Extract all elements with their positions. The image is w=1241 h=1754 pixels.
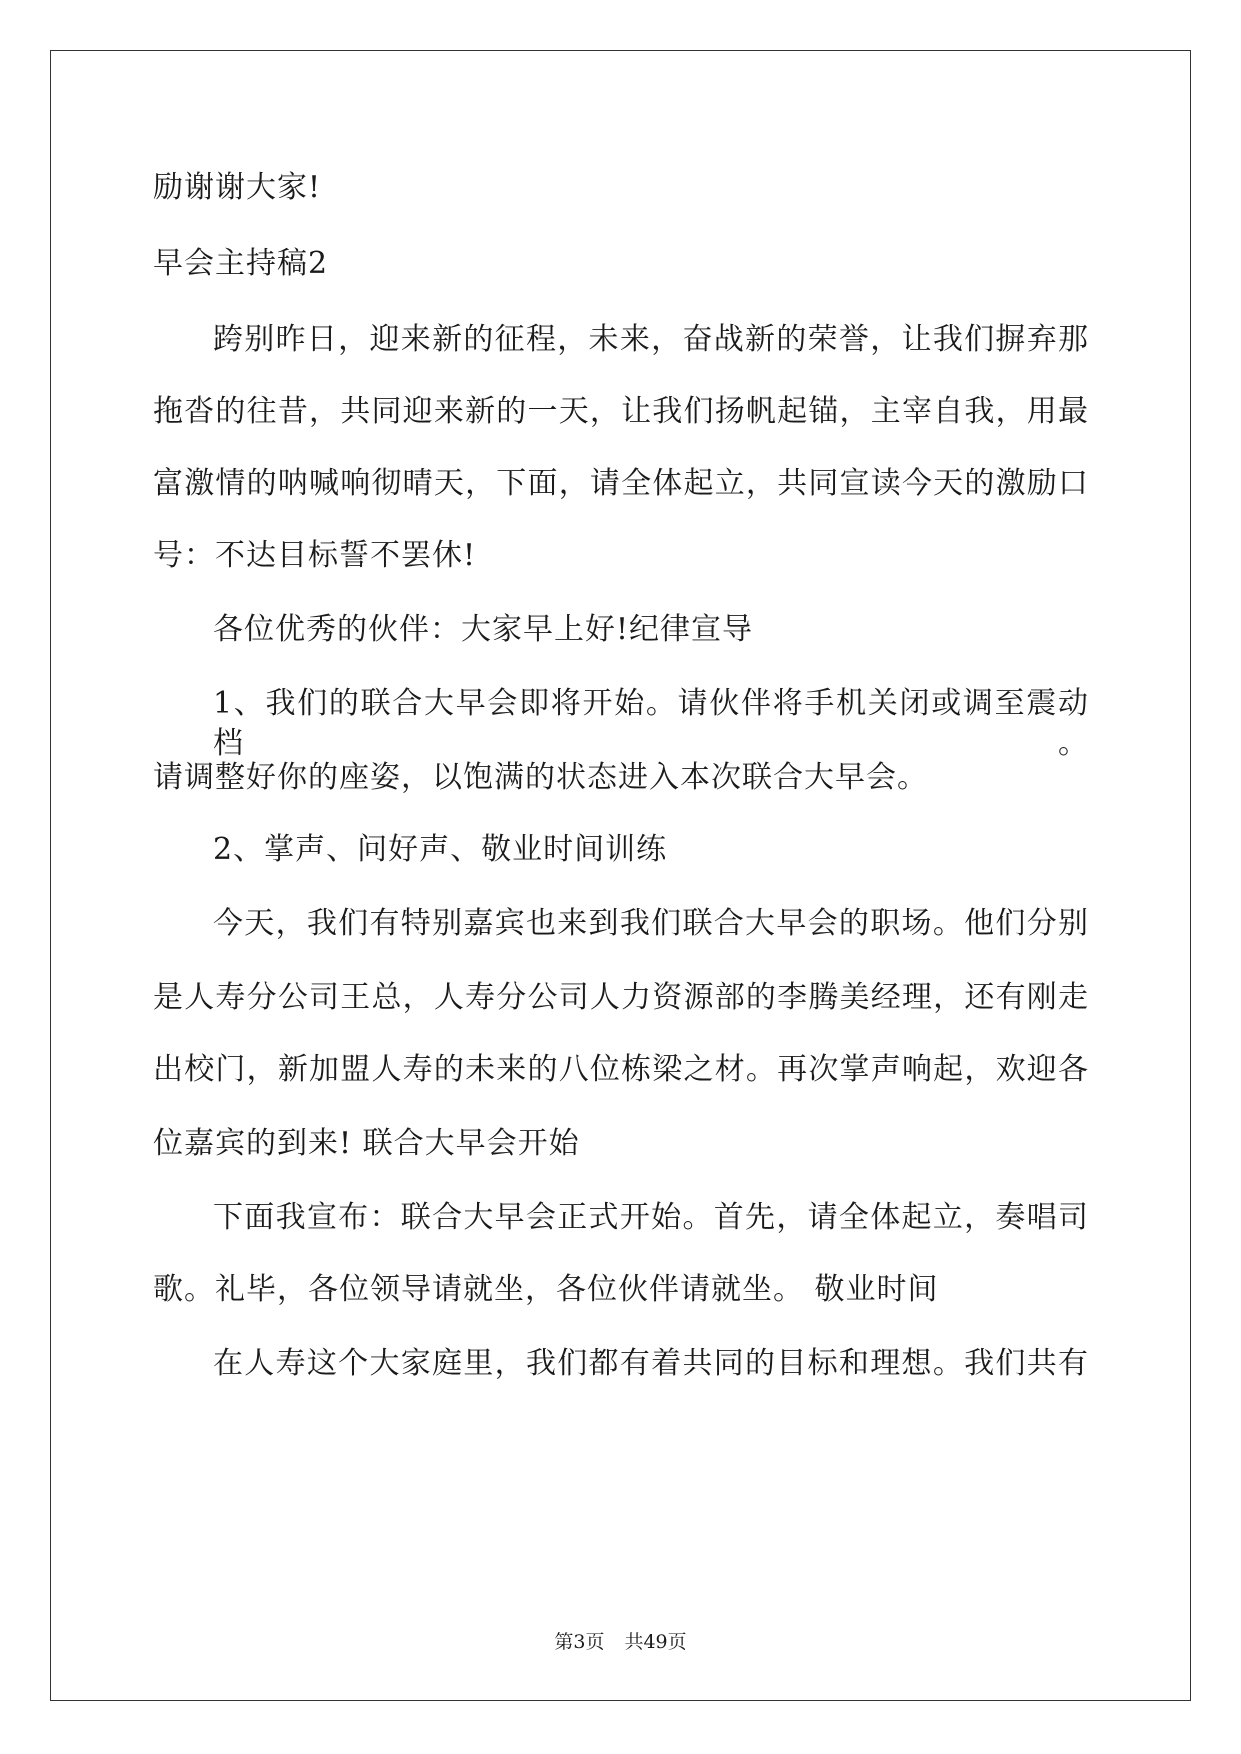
text-line: 是人寿分公司王总，人寿分公司人力资源部的李腾美经理，还有刚走 [153, 980, 1089, 1015]
page-border [50, 50, 1191, 1701]
text-line: 出校门，新加盟人寿的未来的八位栋梁之材。再次掌声响起，欢迎各 [153, 1052, 1089, 1087]
page-number: 第3页 [554, 1631, 605, 1653]
text-line: 各位优秀的伙伴：大家早上好!纪律宣导 [213, 612, 754, 647]
section-heading: 早会主持稿2 [153, 246, 329, 281]
text-line: 1、我们的联合大早会即将开始。请伙伴将手机关闭或调至震动档。 [213, 686, 1089, 761]
text-line: 请调整好你的座姿，以饱满的状态进入本次联合大早会。 [153, 760, 928, 795]
page-footer [0, 1630, 1241, 1654]
text-line: 在人寿这个大家庭里，我们都有着共同的目标和理想。我们共有 [213, 1346, 1089, 1381]
text-line: 今天，我们有特别嘉宾也来到我们联合大早会的职场。他们分别 [213, 906, 1089, 941]
text-line: 拖沓的往昔，共同迎来新的一天，让我们扬帆起锚，主宰自我，用最 [153, 394, 1089, 429]
text-line: 歌。礼毕，各位领导请就坐，各位伙伴请就坐。 敬业时间 [153, 1272, 939, 1307]
text-line: 富激情的呐喊响彻晴天，下面，请全体起立，共同宣读今天的激励口 [153, 466, 1089, 501]
text-line: 位嘉宾的到来! 联合大早会开始 [153, 1126, 580, 1161]
text-line: 跨别昨日，迎来新的征程，未来，奋战新的荣誉，让我们摒弃那 [213, 322, 1089, 357]
text-line: 2、掌声、问好声、敬业时间训练 [213, 832, 668, 867]
text-line: 励谢谢大家! [153, 170, 322, 205]
text-line: 下面我宣布：联合大早会正式开始。首先，请全体起立，奏唱司 [213, 1200, 1089, 1235]
page-total: 共49页 [624, 1631, 687, 1653]
text-line: 号：不达目标誓不罢休! [153, 538, 477, 573]
